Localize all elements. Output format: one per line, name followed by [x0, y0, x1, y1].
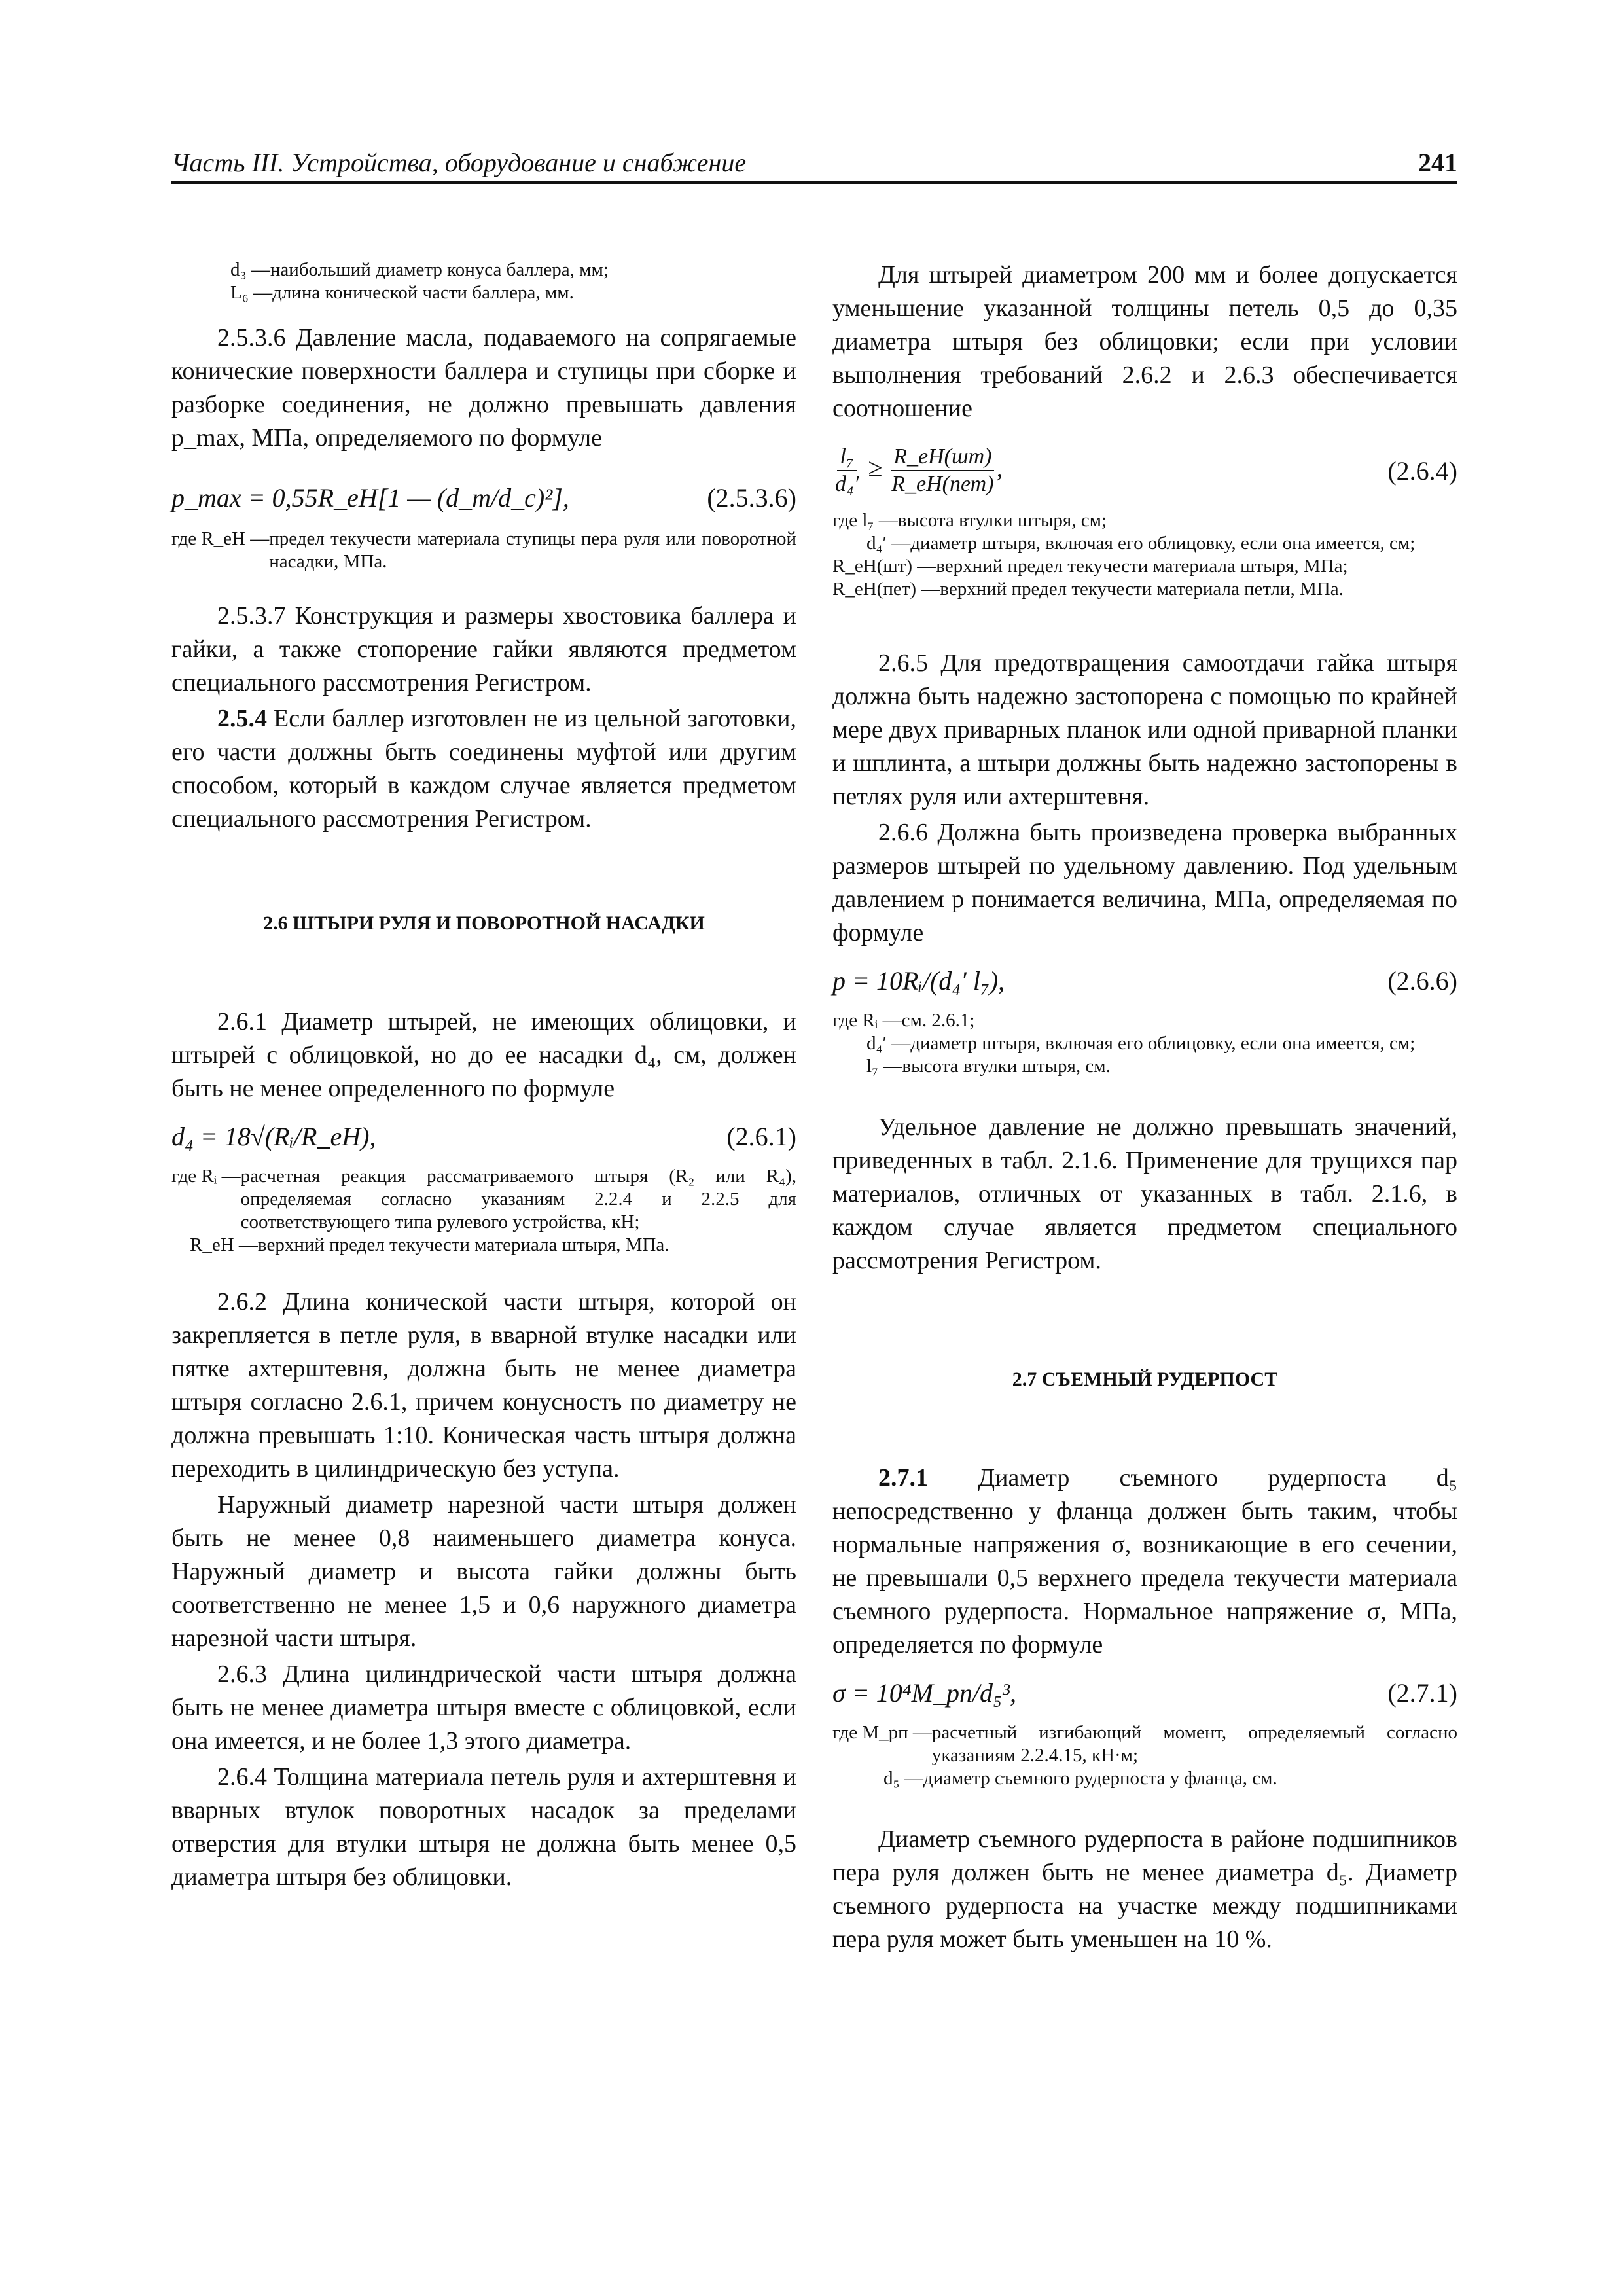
formula-number: (2.5.3.6) [707, 483, 796, 512]
clause-number: 2.6.2 [217, 1288, 267, 1316]
definition-text: верхний предел текучести материала штыря, МПа; [936, 556, 1348, 577]
formula-2-6-4 [832, 444, 1457, 497]
definition-label: l₇ — [866, 1056, 902, 1077]
definition-text: наибольший диаметр конуса баллера, мм; [270, 259, 609, 280]
running-header [171, 145, 1457, 182]
definition-text: высота втулки штыря, см. [902, 1056, 1111, 1077]
definition-item [230, 259, 796, 281]
where-2-6-6-item [832, 1009, 1457, 1032]
definition-text: расчетная реакция рассматриваемого штыря (R₂ или R₄), определяемая согласно указаниям 2.2.4 и 2.2.5 для соответствующего типа рулевого устройства, кН; [240, 1166, 796, 1232]
paragraph-2-6-6 [832, 816, 1457, 950]
page-number: 241 [1418, 148, 1457, 177]
formula-2-6-6 [832, 964, 1457, 997]
definition-label: L₆ — [230, 282, 273, 303]
definition-text: верхний предел текучести материала петли, МПа. [940, 579, 1344, 600]
clause-number: 2.6.5 [878, 649, 928, 677]
where-2-6-1-item [171, 1165, 796, 1234]
where-2-6-6-item [832, 1032, 1457, 1055]
clause-text: Диаметр съемного рудерпоста d₅ непосредственно у фланца должен быть таким, чтобы нормальные напряжения σ, возникающие в его сечении, не превышали 0,5 верхнего предела текучести материала съемного рудерпоста. Нормальное напряжение σ, МПа, определяется по формуле [832, 1464, 1457, 1659]
fraction-numerator: R_eH(шт) [891, 444, 994, 471]
formula-expression: d₄ = 18√(Rᵢ/R_eH), [171, 1122, 376, 1151]
definition-label: d₄′ — [866, 533, 911, 554]
where-2-5-3-6 [171, 528, 796, 573]
clause-text: Должна быть произведена проверка выбранных размеров штырей по удельному давлению. Под удельным давлением p понимается величина, МПа, определяемая по формуле [832, 819, 1457, 946]
paragraph-rudderpost-bearings: Диаметр съемного рудерпоста в районе подшипников пера руля должен быть не менее диаметра d₅. Диаметр съемного рудерпоста на участке между подшипниками пера руля может быть уменьшен на 10 %. [832, 1825, 1457, 1953]
formula-2-6-1 [171, 1120, 796, 1153]
formula-number: (2.6.6) [1387, 966, 1457, 996]
left-column [171, 259, 796, 1897]
where-2-6-4-item [832, 578, 1457, 601]
clause-text: Конструкция и размеры хвостовика баллера и гайки, а также стопорение гайки являются предметом специального рассмотрения Регистром. [171, 602, 796, 696]
clause-text: Диаметр штырей, не имеющих облицовки, и штырей с облицовкой, но до ее насадки d₄, см, должен быть не менее определенного по формуле [171, 1008, 796, 1102]
definition-label: d₅ — [883, 1768, 923, 1789]
paragraph-2-6-5 [832, 647, 1457, 814]
where-2-7-1-item [832, 1721, 1457, 1767]
formula-expression [832, 444, 1003, 497]
definition-label: где l₇ — [832, 510, 898, 531]
paragraph-2-6-4-continued: Для штырей диаметром 200 мм и более допускается уменьшение указанной толщины петель 0,5 до 0,35 диаметра штыря без облицовки; если при условии выполнения требований 2.6.2 и 2.6.3 обеспечивается соотношение [832, 261, 1457, 422]
paragraph-2-7-1 [832, 1462, 1457, 1662]
paragraph-2-6-3 [171, 1658, 796, 1758]
section-heading-2-6: 2.6 ШТЫРИ РУЛЯ И ПОВОРОТНОЙ НАСАДКИ [263, 912, 705, 934]
clause-number: 2.6.4 [217, 1763, 267, 1791]
clause-text: Толщина материала петель руля и ахтерштевня и вварных втулок поворотных насадок за пределами отверстия для втулки штыря не должна быть менее 0,5 диаметра штыря без облицовки. [171, 1763, 796, 1891]
where-2-6-1-item [171, 1234, 796, 1257]
clause-number: 2.5.4 [217, 705, 267, 732]
clause-number: 2.6.3 [217, 1660, 267, 1688]
clause-number: 2.6.6 [878, 819, 928, 846]
definition-text: длина конической части баллера, мм. [272, 282, 574, 303]
clause-text: Для предотвращения самоотдачи гайка штыря должна быть надежно застопорена с помощью по крайней мере двух приварных планок или одной приварной планки и шплинта, а штыри должны быть надежно застопорены в петлях руля или ахтерштевня. [832, 649, 1457, 810]
definition-label: d₃ — [230, 259, 270, 280]
clause-number: 2.6.1 [217, 1008, 267, 1035]
header-rule [171, 181, 1457, 184]
definition-text: диаметр штыря, включая его облицовку, если она имеется, см; [910, 1033, 1416, 1054]
definition-label: где R_eH — [171, 528, 270, 549]
formula-tail: , [996, 453, 1003, 483]
paragraph-2-6-1 [171, 1005, 796, 1105]
definition-label: R_eH(шт) — [832, 556, 936, 577]
where-2-7-1-item [832, 1767, 1457, 1790]
definition-label: d₄′ — [866, 1033, 911, 1054]
paragraph-2-5-3-6 [171, 321, 796, 455]
right-column [832, 259, 1457, 1959]
formula-expression: p = 10Rᵢ/(d₄′ l₇), [832, 966, 1005, 996]
paragraph-2-5-4 [171, 702, 796, 836]
relation-sign: ≥ [861, 453, 889, 483]
formula-number: (2.6.4) [1387, 456, 1457, 486]
paragraph-2-6-2-continued: Наружный диаметр нарезной части штыря должен быть не менее 0,8 наименьшего диаметра конуса. Наружный диаметр и высота гайки должны быть соответственно не менее 1,5 и 0,6 наружного диаметра нарезной части штыря. [171, 1491, 796, 1652]
definition-label: R_eH(пет) — [832, 579, 940, 600]
clause-number: 2.5.3.6 [217, 324, 286, 351]
fraction-lhs [832, 444, 861, 497]
formula-2-5-3-6 [171, 481, 796, 514]
paragraph-2-6-4 [171, 1761, 796, 1894]
definition-text: диаметр съемного рудерпоста у фланца, см. [923, 1768, 1277, 1789]
fraction-denominator: d₄′ [835, 472, 859, 496]
formula-number: (2.6.1) [726, 1122, 796, 1151]
where-2-6-4-item [832, 509, 1457, 532]
definition-text: верхний предел текучести материала штыря, МПа. [257, 1234, 669, 1255]
formula-expression: p_max = 0,55R_eH[1 — (d_m/d_c)²], [171, 483, 569, 512]
definition-text: предел текучести материала ступицы пера руля или поворотной насадки, МПа. [269, 528, 796, 572]
paragraph-specific-pressure: Удельное давление не должно превышать значений, приведенных в табл. 2.1.6. Применение для трущихся пар материалов, отличных от указанных в табл. 2.1.6, в каждом случае является предметом специального рассмотрения Регистром. [832, 1113, 1457, 1274]
definition-label: где Rᵢ — [171, 1166, 241, 1187]
header-title: Часть III. Устройства, оборудование и снабжение [171, 148, 747, 177]
formula-expression: σ = 10⁴M_рп/d₅³, [832, 1678, 1016, 1708]
formula-2-7-1 [832, 1676, 1457, 1710]
clause-text: Длина цилиндрической части штыря должна быть не менее диаметра штыря вместе с облицовкой, если она имеется, и не более 1,3 этого диаметра. [171, 1660, 796, 1755]
clause-number: 2.5.3.7 [217, 602, 286, 630]
paragraph-2-6-2 [171, 1285, 796, 1486]
fraction-numerator: l₇ [837, 444, 856, 471]
definitions-top [230, 259, 796, 304]
definition-label: где M_рп — [832, 1722, 932, 1743]
definition-label: R_eH — [190, 1234, 258, 1255]
section-heading-2-7: 2.7 СЪЕМНЫЙ РУДЕРПОСТ [1012, 1369, 1278, 1390]
clause-text: Длина конической части штыря, которой он закрепляется в петле руля, в вварной втулке насадки или пятке ахтерштевня, должна быть не менее диаметра штыря согласно 2.6.1, причем конусность по диаметру не должна превышать 1:10. Коническая часть штыря должна переходить в цилиндрическую без уступа. [171, 1288, 796, 1482]
where-2-6-4-item [832, 532, 1457, 555]
clause-number: 2.7.1 [878, 1464, 928, 1492]
definition-text: см. 2.6.1; [901, 1010, 975, 1031]
formula-number: (2.7.1) [1387, 1678, 1457, 1708]
where-2-6-4-item [832, 555, 1457, 578]
definition-text: диаметр штыря, включая его облицовку, если она имеется, см; [910, 533, 1416, 554]
definition-text: высота втулки штыря, см; [897, 510, 1107, 531]
where-2-6-6-item [832, 1055, 1457, 1078]
definition-label: где Rᵢ — [832, 1010, 902, 1031]
fraction-rhs [889, 444, 996, 497]
clause-text: Давление масла, подаваемого на сопрягаемые конические поверхности баллера и ступицы при сборке и разборке соединения, не должно превышать давления p_max, МПа, определяемого по формуле [171, 324, 796, 452]
fraction-denominator: R_eH(пет) [891, 472, 994, 496]
definition-item [230, 281, 796, 304]
definition-text: расчетный изгибающий момент, определяемый согласно указаниям 2.2.4.15, кН·м; [931, 1722, 1457, 1766]
clause-text: Если баллер изготовлен не из цельной заготовки, его части должны быть соединены муфтой или другим способом, который в каждом случае является предметом специального рассмотрения Регистром. [171, 705, 796, 833]
paragraph-2-5-3-7 [171, 600, 796, 700]
